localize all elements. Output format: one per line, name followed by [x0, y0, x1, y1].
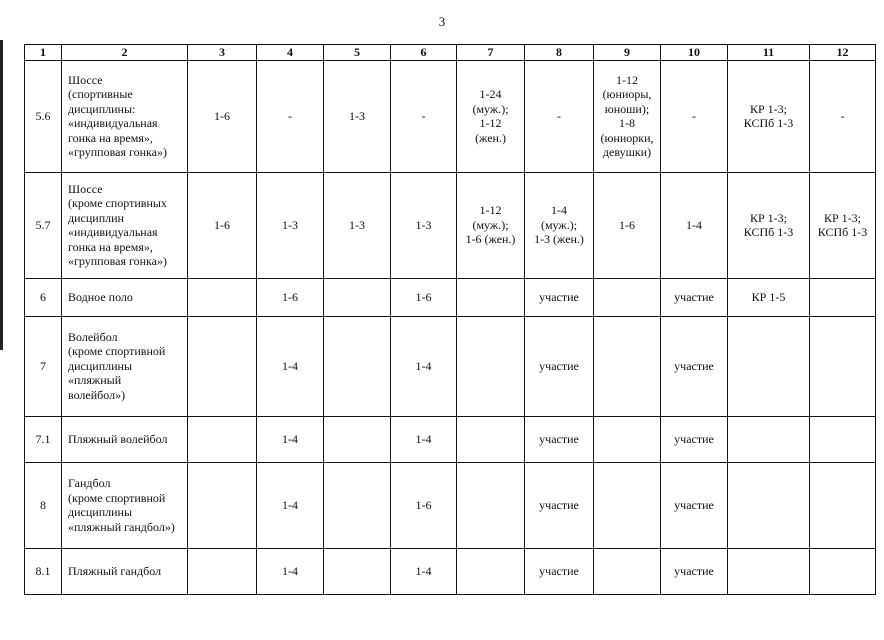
sport-name: Пляжный волейбол [62, 416, 188, 462]
cell-col12 [810, 548, 876, 594]
cell-col12: КР 1-3; КСПб 1-3 [810, 172, 876, 278]
cell-col5: 1-3 [324, 172, 391, 278]
cell-col10: участие [661, 462, 728, 548]
row-number: 5.6 [25, 60, 62, 172]
cell-col10: участие [661, 548, 728, 594]
cell-col9 [594, 548, 661, 594]
cell-col11 [728, 416, 810, 462]
cell-col10: участие [661, 278, 728, 316]
cell-col8: участие [525, 278, 594, 316]
cell-col12 [810, 416, 876, 462]
row-number: 5.7 [25, 172, 62, 278]
cell-col5 [324, 416, 391, 462]
cell-col3 [188, 462, 257, 548]
cell-col7 [457, 416, 525, 462]
table-row [25, 416, 876, 462]
cell-col11: КР 1-3; КСПб 1-3 [728, 60, 810, 172]
cell-col8: участие [525, 316, 594, 416]
header-cell: 9 [594, 45, 661, 61]
sport-name: Водное поло [62, 278, 188, 316]
cell-col3 [188, 416, 257, 462]
cell-col11: КР 1-5 [728, 278, 810, 316]
cell-col8: 1-4 (муж.); 1-3 (жен.) [525, 172, 594, 278]
cell-col9 [594, 416, 661, 462]
sport-name: Пляжный гандбол [62, 548, 188, 594]
table-row [25, 60, 876, 172]
cell-col3 [188, 548, 257, 594]
cell-col7: 1-12 (муж.); 1-6 (жен.) [457, 172, 525, 278]
cell-col6: 1-4 [391, 316, 457, 416]
cell-col9 [594, 462, 661, 548]
header-cell: 5 [324, 45, 391, 61]
sport-name: Шоссе (спортивные дисциплины: «индивидуальная гонка на время», «групповая гонка») [62, 60, 188, 172]
cell-col5 [324, 462, 391, 548]
header-cell: 3 [188, 45, 257, 61]
row-number: 7.1 [25, 416, 62, 462]
cell-col5 [324, 316, 391, 416]
cell-col6: 1-4 [391, 548, 457, 594]
header-cell: 1 [25, 45, 62, 61]
cell-col4: 1-6 [257, 278, 324, 316]
cell-col7 [457, 278, 525, 316]
header-cell: 4 [257, 45, 324, 61]
cell-col8: - [525, 60, 594, 172]
cell-col11 [728, 548, 810, 594]
cell-col10: 1-4 [661, 172, 728, 278]
cell-col3: 1-6 [188, 172, 257, 278]
cell-col8: участие [525, 462, 594, 548]
table-row [25, 548, 876, 594]
cell-col9 [594, 278, 661, 316]
cell-col7 [457, 548, 525, 594]
sport-name: Шоссе (кроме спортивных дисциплин «индивидуальная гонка на время», «групповая гонка») [62, 172, 188, 278]
cell-col4: 1-3 [257, 172, 324, 278]
row-number: 7 [25, 316, 62, 416]
cell-col11: КР 1-3; КСПб 1-3 [728, 172, 810, 278]
header-cell: 12 [810, 45, 876, 61]
row-number: 8.1 [25, 548, 62, 594]
cell-col5: 1-3 [324, 60, 391, 172]
sport-name: Волейбол (кроме спортивной дисциплины «пляжный волейбол») [62, 316, 188, 416]
header-cell: 2 [62, 45, 188, 61]
header-cell: 7 [457, 45, 525, 61]
cell-col8: участие [525, 416, 594, 462]
header-cell: 6 [391, 45, 457, 61]
page-number: 3 [438, 14, 446, 29]
cell-col8: участие [525, 548, 594, 594]
cell-col4: 1-4 [257, 462, 324, 548]
header-row [25, 45, 876, 61]
table-row [25, 316, 876, 416]
cell-col6: 1-6 [391, 278, 457, 316]
cell-col6: 1-6 [391, 462, 457, 548]
cell-col3 [188, 278, 257, 316]
cell-col7 [457, 316, 525, 416]
cell-col7: 1-24 (муж.); 1-12 (жен.) [457, 60, 525, 172]
classification-table [24, 44, 876, 595]
cell-col11 [728, 316, 810, 416]
header-cell: 11 [728, 45, 810, 61]
cell-col12 [810, 462, 876, 548]
cell-col6: 1-3 [391, 172, 457, 278]
row-number: 6 [25, 278, 62, 316]
cell-col12 [810, 316, 876, 416]
cell-col6: 1-4 [391, 416, 457, 462]
cell-col3: 1-6 [188, 60, 257, 172]
sport-name: Гандбол (кроме спортивной дисциплины «пляжный гандбол») [62, 462, 188, 548]
table-row [25, 462, 876, 548]
cell-col9: 1-6 [594, 172, 661, 278]
cell-col10: участие [661, 416, 728, 462]
cell-col4: 1-4 [257, 316, 324, 416]
cell-col5 [324, 278, 391, 316]
cell-col4: 1-4 [257, 416, 324, 462]
table-row [25, 172, 876, 278]
header-cell: 8 [525, 45, 594, 61]
cell-col11 [728, 462, 810, 548]
cell-col12: - [810, 60, 876, 172]
cell-col4: 1-4 [257, 548, 324, 594]
cell-col4: - [257, 60, 324, 172]
cell-col10: - [661, 60, 728, 172]
scan-edge-mark [0, 40, 3, 350]
cell-col12 [810, 278, 876, 316]
header-cell: 10 [661, 45, 728, 61]
cell-col10: участие [661, 316, 728, 416]
cell-col7 [457, 462, 525, 548]
cell-col9 [594, 316, 661, 416]
cell-col5 [324, 548, 391, 594]
cell-col9: 1-12 (юниоры, юноши); 1-8 (юниорки, девушки) [594, 60, 661, 172]
table-row [25, 278, 876, 316]
row-number: 8 [25, 462, 62, 548]
cell-col6: - [391, 60, 457, 172]
cell-col3 [188, 316, 257, 416]
